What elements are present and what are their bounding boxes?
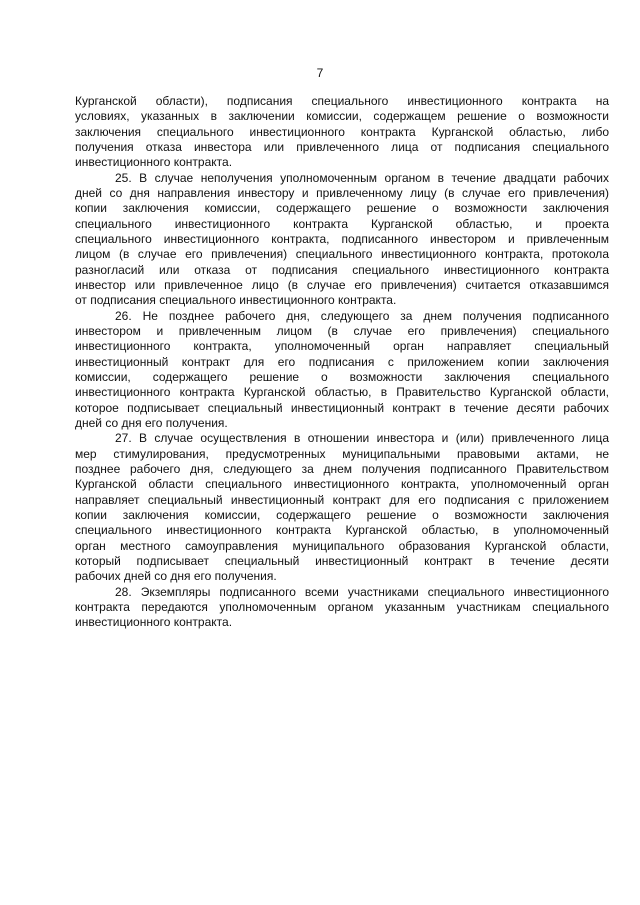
text-line: специального инвестиционного контракта, подписанного инвестором и привлеченным: [75, 231, 609, 246]
paragraph-25: [75, 171, 609, 309]
text-line: орган местного самоуправления муниципального образования Курганской области,: [75, 538, 609, 553]
text-line: копии заключения комиссии, содержащего решение о возможности заключения: [75, 201, 609, 216]
paragraph-continuation: [75, 94, 609, 171]
text-line: от подписания специального инвестиционного контракта.: [75, 293, 397, 308]
text-line: дней со дня его получения.: [75, 415, 228, 430]
text-line: 28. Экземпляры подписанного всеми участниками специального инвестиционного: [115, 584, 609, 599]
text-line: инвестиционного контракта.: [75, 155, 233, 170]
text-line: Курганской области специального инвестиционного контракта, уполномоченный орган: [75, 477, 609, 492]
paragraph-28: [75, 585, 609, 631]
text-line: специального инвестиционного контракта Курганской областью, в уполномоченный: [75, 523, 609, 538]
text-line: направляет специальный инвестиционный контракт для его подписания с приложением: [75, 492, 609, 507]
text-line: инвестор или привлеченное лицо (в случае его привлечения) считается отказавшимся: [75, 277, 609, 292]
text-line: условиях, указанных в заключении комиссии, содержащем решение о возможности: [75, 109, 609, 124]
text-line: разногласий или отказа от подписания специального инвестиционного контракта: [75, 262, 609, 277]
text-line: получения отказа инвестора или привлеченного лица от подписания специального: [75, 139, 609, 154]
text-line: копии заключения комиссии, содержащего решение о возможности заключения: [75, 507, 609, 522]
text-line: инвестиционный контракт для его подписания с приложением копии заключения: [75, 354, 609, 369]
text-line: которое подписывает специальный инвестиционный контракт в течение десяти рабочих: [75, 400, 609, 415]
text-line: 27. В случае осуществления в отношении инвестора и (или) привлеченного лица: [115, 431, 609, 446]
text-line: инвестиционного контракта.: [75, 615, 233, 630]
text-line: дней со дня направления инвестору и привлеченному лицу (в случае его привлечения): [75, 185, 609, 200]
text-line: Курганской области), подписания специального инвестиционного контракта на: [75, 94, 609, 108]
text-line: специального инвестиционного контракта Курганской областью, и проекта: [75, 216, 609, 231]
paragraph-26: [75, 309, 609, 432]
text-line: инвестором и привлеченным лицом (в случае его привлечения) специального: [75, 323, 609, 338]
text-line: инвестиционного контракта, уполномоченный орган направляет специальный: [75, 339, 609, 354]
text-line: мер стимулирования, предусмотренных муниципальными правовыми актами, не: [75, 446, 609, 461]
document-body: [75, 94, 609, 630]
text-line: заключения специального инвестиционного контракта Курганской областью, либо: [75, 124, 609, 139]
paragraph-27: [75, 431, 609, 584]
text-line: 26. Не позднее рабочего дня, следующего за днем получения подписанного: [115, 308, 609, 323]
text-line: который подписывает специальный инвестиционный контракт в течение десяти: [75, 553, 609, 568]
text-line: инвестиционного контракта Курганской областью, в Правительство Курганской области,: [75, 385, 609, 400]
text-line: контракта передаются уполномоченным органом указанным участникам специального: [75, 599, 609, 614]
text-line: 25. В случае неполучения уполномоченным органом в течение двадцати рабочих: [115, 170, 609, 185]
text-line: комиссии, содержащего решение о возможности заключения специального: [75, 369, 609, 384]
text-line: лицом (в случае его привлечения) специального инвестиционного контракта, протокола: [75, 247, 609, 262]
text-line: позднее рабочего дня, следующего за днем получения подписанного Правительством: [75, 461, 609, 476]
text-line: рабочих дней со дня его получения.: [75, 569, 277, 584]
page-number: 7: [316, 66, 324, 80]
